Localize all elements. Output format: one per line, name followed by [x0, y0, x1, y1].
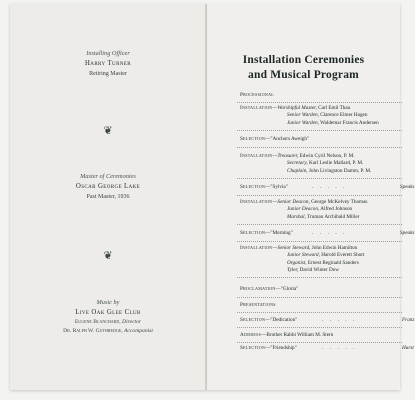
- music-credit-role: Music by: [96, 299, 120, 306]
- installing-officer-title: Retiring Master: [89, 71, 127, 77]
- officer-name: Ernest Reginald Sanders: [307, 259, 359, 266]
- divider: [237, 195, 402, 196]
- fleuron-ornament-icon: ❦: [103, 250, 113, 262]
- officer-name: Waldemar Francis Andersen: [320, 119, 379, 126]
- accompanist-role: Accompanist: [124, 328, 153, 334]
- presentations-label: Presentations: [240, 302, 276, 308]
- selection-composer: Speaks: [400, 230, 415, 236]
- selection-title: "Sylvia": [270, 184, 288, 190]
- divider: [237, 312, 402, 313]
- installation-label: Installation: [240, 199, 273, 205]
- program-line: Installation—Senior Deacon, George McKelvey Thomas: [240, 199, 368, 205]
- processional-label: Processional: [240, 92, 275, 98]
- installation-group-1: [240, 105, 415, 127]
- officer-name: Carl Emil Thau: [318, 105, 351, 111]
- selection-item-2: Selection—"Sylvia" . . . . . Speaks: [240, 184, 415, 190]
- selection-composer: Speaks: [400, 184, 415, 190]
- officer-office: Junior Steward,: [287, 252, 320, 259]
- divider: [237, 297, 402, 298]
- divider: [237, 224, 402, 225]
- selection-label: Selection: [240, 230, 266, 236]
- installation-group-4: [240, 245, 415, 275]
- officer-office: Senior Steward,: [277, 245, 311, 251]
- program-line: [240, 260, 415, 267]
- director-line: [28, 318, 188, 327]
- officer-office: Tyler,: [287, 267, 299, 274]
- program-line: [240, 160, 415, 167]
- selection-label: Selection: [240, 184, 266, 190]
- officer-office: Marshal,: [287, 213, 306, 220]
- officer-name: Clarence Elmer Hagen: [320, 112, 368, 119]
- installation-label: Installation: [240, 153, 273, 159]
- officer-office: Senior Warden,: [287, 112, 319, 119]
- leader-dots: . . . . .: [322, 345, 358, 351]
- installation-group-2: [240, 153, 415, 175]
- officer-name: Truman Archibald Miller: [307, 213, 360, 220]
- program-line: Installation—Senior Steward, John Edwin Hamilton: [240, 245, 358, 251]
- accompanist-name: Dr. Ralph W. Guthredge,: [63, 328, 123, 334]
- program-line: [240, 112, 415, 119]
- proclamation-title: "Gloria": [280, 286, 299, 292]
- program-line: [240, 120, 415, 127]
- program-line: Installation—Worshipful Master, Carl Emil Thau: [240, 105, 351, 111]
- officer-office: Senior Deacon,: [277, 199, 310, 205]
- selection-title: "Anchors Aweigh": [270, 136, 310, 142]
- selection-title: "Friendship": [270, 345, 297, 351]
- divider: [237, 178, 402, 179]
- right-page: [207, 4, 415, 390]
- master-of-ceremonies-title: Past Master, 1936: [86, 194, 130, 200]
- selection-item-4: Selection—"Dedication" . . . . . Franz: [240, 317, 415, 323]
- officer-office: Treasurer,: [277, 153, 299, 159]
- accompanist-line: [28, 327, 188, 336]
- officer-name: Alfred Johnson: [320, 206, 353, 213]
- address-text: Brother Rabbi William M. Stern: [266, 332, 334, 338]
- program-line: Installation—Treasurer, Edwin Cyril Nelson, P. M.: [240, 153, 355, 159]
- divider: [237, 241, 402, 242]
- program-line: [240, 168, 415, 175]
- program-line: [240, 206, 415, 213]
- officer-office: Secretary,: [287, 160, 308, 167]
- officer-name: Karl Leslie Mallard, P. M.: [309, 160, 364, 167]
- selection-composer: Hurst: [402, 345, 414, 351]
- program-booklet: [10, 4, 415, 390]
- divider: [237, 130, 402, 131]
- processional-item: [240, 92, 415, 99]
- officer-name: David Winter Dow: [299, 267, 340, 274]
- officer-name: John Edwin Hamilton: [311, 245, 358, 251]
- officer-name: George McKelvey Thomas: [311, 199, 368, 205]
- officer-office: Junior Deacon,: [287, 206, 320, 213]
- divider: [237, 277, 402, 278]
- divider: [237, 342, 402, 343]
- selection-label: Selection: [240, 345, 266, 351]
- master-of-ceremonies-block: [28, 172, 188, 202]
- fleuron-ornament-icon: ❦: [103, 125, 113, 137]
- master-of-ceremonies-name: Oscar George Lake: [75, 183, 141, 190]
- officer-name: Edwin Cyril Nelson, P. M.: [299, 153, 355, 159]
- installing-officer-block: [28, 49, 188, 79]
- program-line: [240, 267, 415, 274]
- director-name: Eugene Blanchard,: [74, 319, 121, 325]
- installing-officer-role: Installing Officer: [86, 50, 130, 57]
- divider: [237, 102, 402, 103]
- program-title-line2: and Musical Program: [248, 69, 359, 81]
- leader-dots: . . . . .: [322, 317, 358, 323]
- selection-label: Selection: [240, 136, 266, 142]
- proclamation-item: Proclamation—"Gloria": [240, 286, 299, 292]
- music-credit-block: [28, 298, 188, 336]
- program-line: [240, 252, 415, 259]
- selection-composer: Franz: [402, 317, 415, 323]
- divider: [237, 327, 402, 328]
- presentations-item: [240, 302, 415, 309]
- proclamation-label: Proclamation: [240, 286, 276, 292]
- installation-label: Installation: [240, 105, 273, 111]
- leader-dots: . . . . .: [312, 230, 348, 236]
- selection-label: Selection: [240, 317, 266, 323]
- selection-item-1: Selection—"Anchors Aweigh": [240, 136, 310, 142]
- divider: [237, 147, 402, 148]
- leader-dots: . . . . .: [312, 184, 348, 190]
- address-label: Address: [240, 332, 262, 338]
- selection-title: "Dedication": [270, 317, 298, 323]
- glee-club-name: Live Oak Glee Club: [75, 309, 141, 316]
- selection-item-3: Selection—"Morning" . . . . . Speaks: [240, 230, 415, 236]
- selection-title: "Morning": [270, 230, 293, 236]
- address-item: Address—Brother Rabbi William M. Stern: [240, 332, 334, 338]
- installation-label: Installation: [240, 245, 273, 251]
- officer-name: Harold Everett Short: [321, 252, 365, 259]
- officer-office: Organist,: [287, 259, 307, 266]
- master-of-ceremonies-role: Master of Ceremonies: [80, 173, 136, 180]
- selection-item-5: Selection—"Friendship" . . . . . Hurst: [240, 345, 414, 351]
- officer-office: Junior Warden,: [287, 119, 319, 126]
- installing-officer-name: Harry Turner: [85, 60, 131, 67]
- officer-office: Worshipful Master,: [277, 105, 317, 111]
- program-title-line1: Installation Ceremonies: [242, 54, 365, 66]
- installation-group-3: [240, 199, 415, 221]
- program-line: [240, 214, 415, 221]
- officer-name: John Livingston Damm, P. M.: [308, 167, 372, 174]
- officer-office: Chaplain,: [287, 167, 308, 174]
- left-page: [10, 4, 206, 390]
- director-role: Director: [122, 319, 142, 325]
